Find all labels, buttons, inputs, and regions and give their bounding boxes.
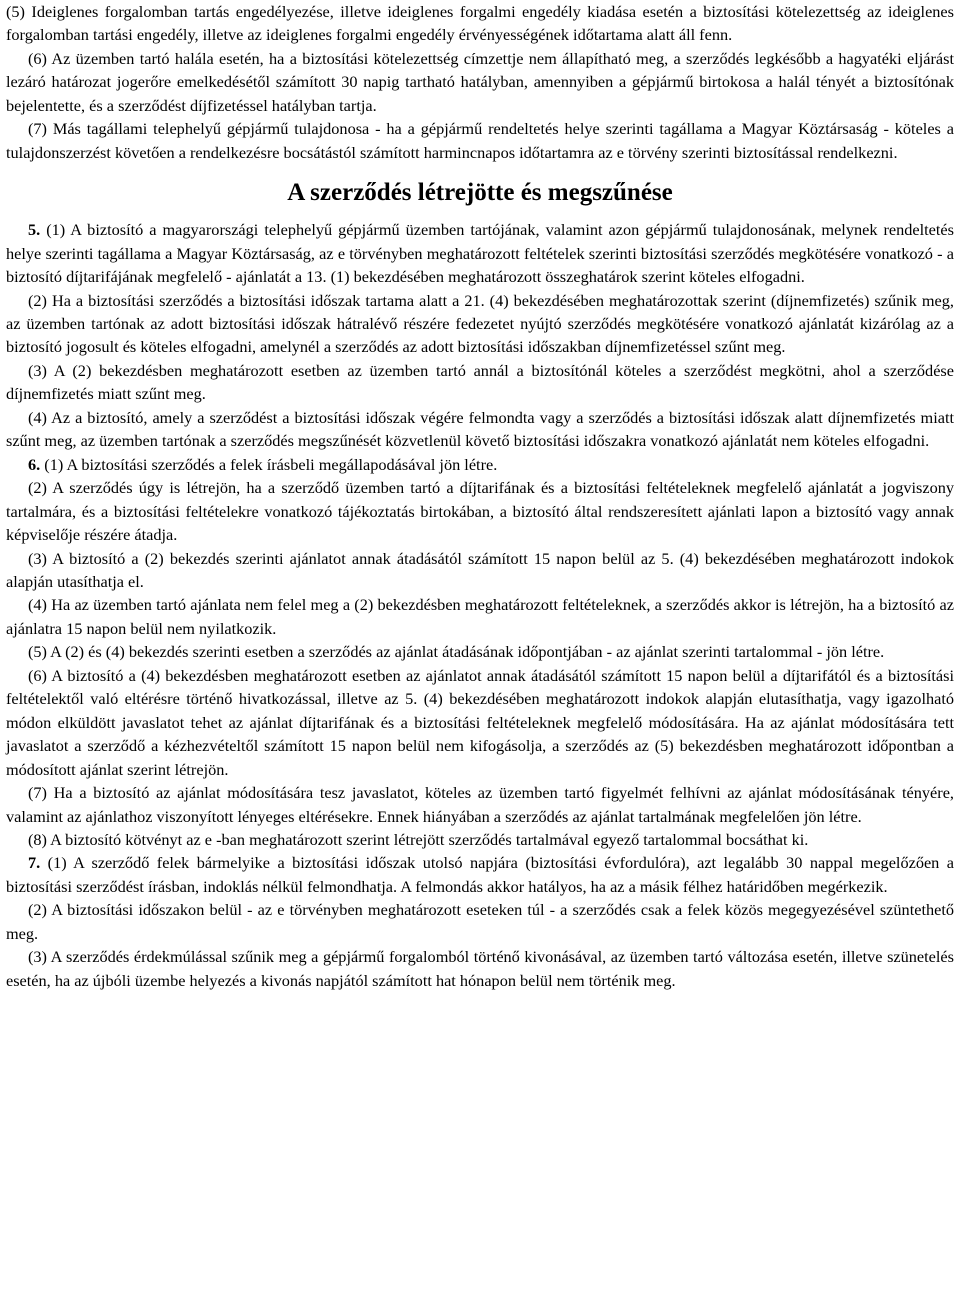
section-5-text-1: (1) A biztosító a magyarországi telephelyű gépjármű üzemben tartójának, valamint azon gépjármű tulajdonosának, melynek rendeltetés helye szerinti tagállama a Magyar Köztársaság, az e törvényben meghatározott feltételek szerinti biztosítási szerződés megkötésére vonatkozó - a biztosító díjtarifájának megfelelő - ajánlatát a 13. (1) bekezdésében meghatározott összeghatárok szerint köteles elfogadni. [6,220,954,287]
section-7-paragraph-2: (2) A biztosítási időszakon belül - az e törvényben meghatározott eseteken túl - a szerződés csak a felek közös megegyezésével szüntethető meg. [6,900,954,943]
paragraph-6-halal: (6) Az üzemben tartó halála esetén, ha a biztosítási kötelezettség címzettje nem állapítható meg, a szerződés legkésőbb a hagyatéki eljárást lezáró határozat jogerőre emelkedésétől számított 30 napig tartható hatályban, amennyiben a gépjármű birtokosa a halál tényét a biztosítónak bejelentette, és a szerződést díjfizetéssel hatályban tartja. [6,48,954,115]
section-number: 6. [28,454,41,474]
section-5-paragraph-4: (4) Az a biztosító, amely a szerződést a biztosítási időszak végére felmondta vagy a szerződés a biztosítási időszak alatt díjnemfizetés miatt szűnt meg, az üzemben tartónak a szerződés megszűnését közvetlenül követő biztosítási időszakra vonatkozó ajánlatát nem köteles elfogadni. [6,407,954,451]
section-6-paragraph-7: (7) Ha a biztosító az ajánlat módosítására tesz javaslatot, köteles az üzemben tartó figyelmét felhívni az ajánlat módosításának tényére, valamint az ajánlathoz viszonyított lényeges eltérésekre. Ennek hiányában a szerződés az ajánlat tartalmának megfelelően jön létre. [6,783,954,826]
section-7-paragraph-1 [6,851,954,898]
section-6-paragraph-1 [6,453,954,476]
section-6-paragraph-2: (2) A szerződés úgy is létrejön, ha a szerződő üzemben tartó a díjtarifának és a biztosítási feltételeknek megfelelő ajánlatát a jogviszony tartalmára, és a biztosítási feltételekre vonatkozó tájékoztatás birtokában, a biztosító által rendszeresített ajánlati lapon a biztosító vagy annak képviselője részére átadja. [6,478,954,545]
section-heading: A szerződés létrejötte és megszűnése [287,179,673,207]
paragraph-5-ideiglenes: (5) Ideiglenes forgalomban tartás engedélyezése, illetve ideiglenes forgalmi engedély kiadása esetén a biztosítási kötelezettség az ideiglenes forgalomban tartási engedély, illetve az ideiglenes forgalmi engedély érvényességének időtartama alatt áll fenn. [6,2,954,45]
section-number: 5. [28,220,41,240]
section-6-paragraph-8: (8) A biztosító kötvényt az e -ban meghatározott szerint létrejött szerződés tartalmával egyező tartalommal bocsáthat ki. [28,829,809,849]
section-6-paragraph-3: (3) A biztosító a (2) bekezdés szerinti ajánlatot annak átadásától számított 15 napon belül az 5. (4) bekezdésében meghatározott indokok alapján utasíthatja el. [6,548,954,591]
paragraph-7-mas-tagallami: (7) Más tagállami telephelyű gépjármű tulajdonosa - ha a gépjármű rendeltetés helye szerinti tagállama a Magyar Köztársaság - köteles a tulajdonszerzést követően a rendelkezésre bocsátástól számított harmincnapos időtartamra az e törvény szerinti biztosítással rendelkezni. [6,119,954,162]
section-7-text-1: (1) A szerződő felek bármelyike a biztosítási időszak utolsó napjára (biztosítási évfordulóra), azt legalább 30 nappal megelőzően a biztosítási szerződést írásban, indoklás nélkül felmondhatja. A felmondás akkor hatályos, ha az a másik félhez határidőben megérkezik. [6,853,954,896]
section-6-text-1: (1) A biztosítási szerződés a felek írásbeli megállapodásával jön létre. [40,454,498,474]
section-6-paragraph-4: (4) Ha az üzemben tartó ajánlata nem felel meg a (2) bekezdésben meghatározott feltételeknek, a szerződés akkor is létrejön, ha a biztosító az ajánlatra 15 napon belül nem nyilatkozik. [6,595,954,638]
section-6-paragraph-5: (5) A (2) és (4) bekezdés szerinti esetben a szerződés az ajánlat átadásának időpontjában - az ajánlat szerinti tartalommal - jön létre. [28,642,885,662]
section-6-paragraph-6: (6) A biztosító a (4) bekezdésben meghatározott esetben az ajánlatot annak átadásától számított 15 napon belül a díjtarifától és a biztosítási feltételektől való eltérésre történő hivatkozással, illetve az 5. (4) bekezdésében meghatározott indokok alapján elutasíthatja, vagy igazolható módon elküldött javaslatot tehet az ajánlat díjtarifának és a biztosítási feltételeknek megfelelő módosítására. Ha az ajánlat módosítására tett javaslatot a szerződő a kézhezvételtől számított 15 napon belül nem kifogásolja, a szerződés az (5) bekezdésben meghatározott időpontban a módosított ajánlat szerint létrejön. [6,665,954,779]
section-5-paragraph-2: (2) Ha a biztosítási szerződés a biztosítási időszak tartama alatt a 21. (4) bekezdésében meghatározottak szerint (díjnemfizetés) szűnik meg, az üzemben tartónak az adott biztosítási időszak hátralévő részére fedezetet nyújtó szerződés megkötésére vonatkozó ajánlatát kizárólag az a biztosító jogosult és köteles elfogadni, amelynél a szerződés az adott biztosítási időszakban díjnemfizetéssel szűnt meg. [6,290,954,357]
section-7-paragraph-3: (3) A szerződés érdekmúlással szűnik meg a gépjármű forgalomból történő kivonásával, az üzemben tartó változása esetén, illetve szünetelés esetén, ha az újbóli üzembe helyezés a kivonás napjától számított hat hónapon belül nem történik meg. [6,947,954,990]
section-number: 7. [28,853,41,873]
section-5-paragraph-3: (3) A (2) bekezdésben meghatározott esetben az üzemben tartó annál a biztosítónál köteles a szerződést megkötni, ahol a szerződése díjnemfizetés miatt szűnt meg. [6,360,954,404]
section-5-paragraph-1 [6,218,954,288]
